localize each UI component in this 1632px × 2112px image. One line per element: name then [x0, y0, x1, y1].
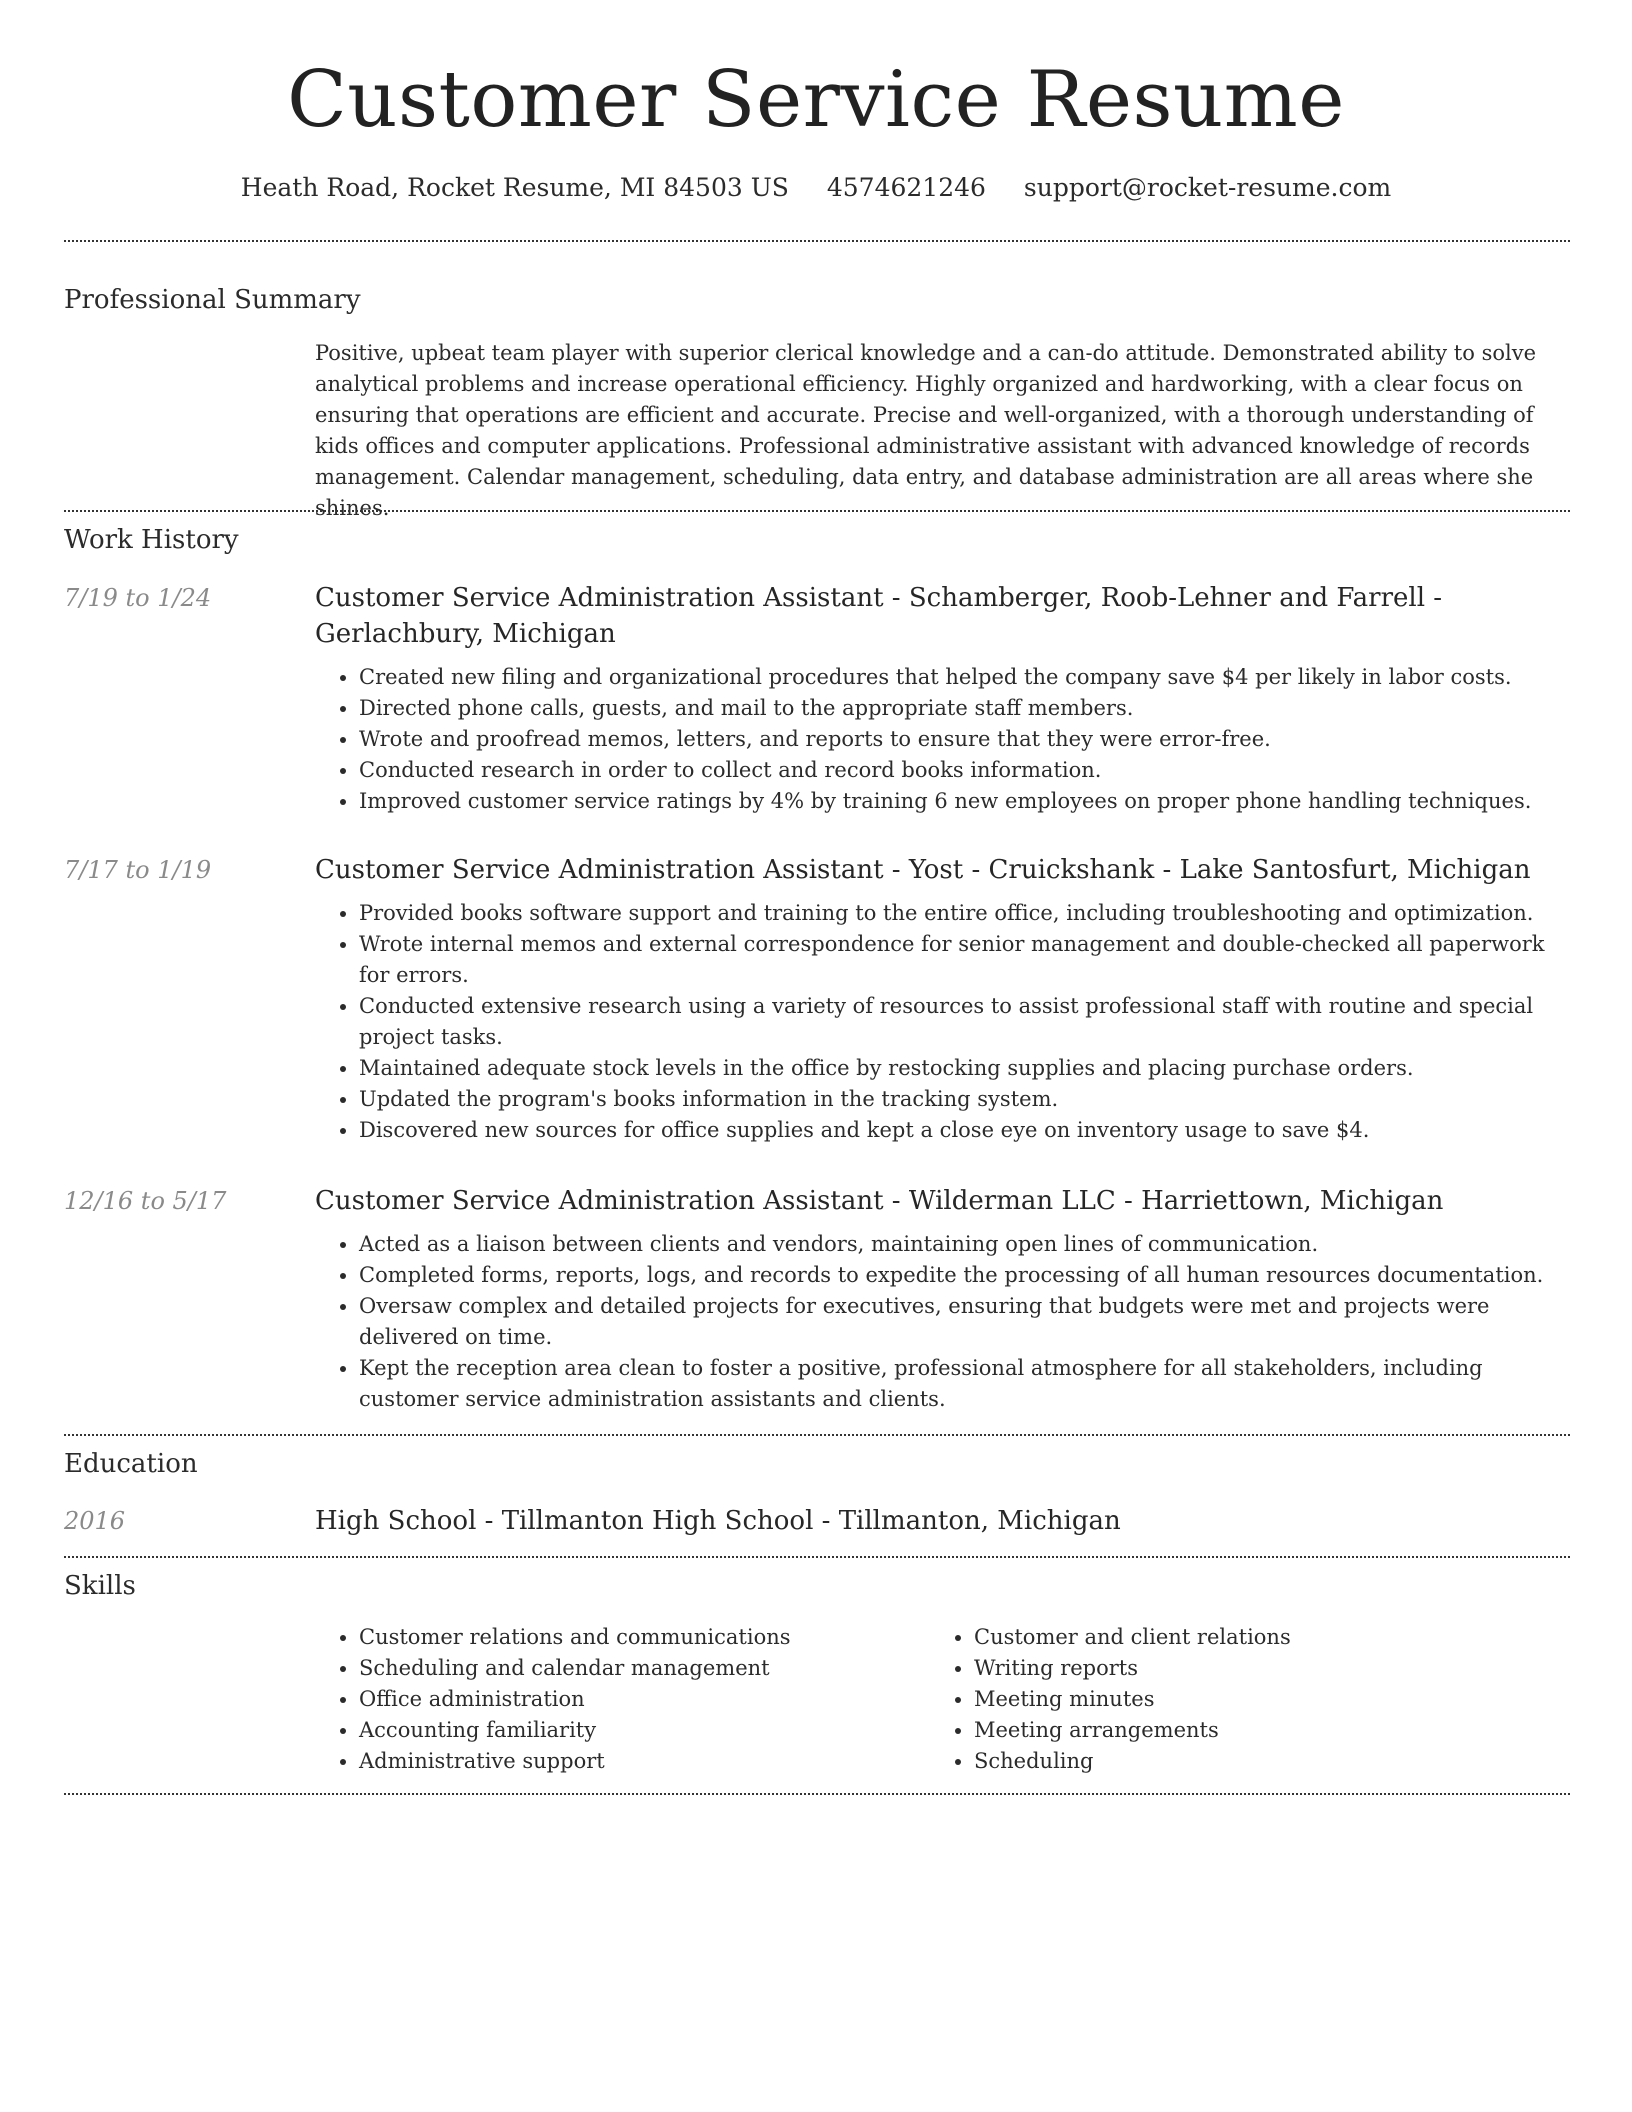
contact-email: support@rocket-resume.com: [1023, 173, 1392, 202]
skill-item: • Meeting arrangements: [974, 1715, 1550, 1746]
contact-phone: 4574621246: [826, 173, 986, 202]
list-item: • Maintained adequate stock levels in the office by restocking supplies and placing purchase orders.: [359, 1053, 1570, 1084]
job-entry: [315, 852, 1570, 1146]
contact-line: [0, 170, 1632, 206]
job-title: Customer Service Administration Assistant - Wilderman LLC - Harriettown, Michigan: [315, 1186, 1444, 1216]
skill-item: • Accounting familiarity: [359, 1715, 930, 1746]
job-dates: 7/19 to 1/24: [64, 584, 212, 612]
job-title: Customer Service Administration Assistant - Yost - Cruickshank - Lake Santosfurt, Michigan: [315, 855, 1531, 885]
skill-item: • Scheduling and calendar management: [359, 1653, 930, 1684]
list-item: • Provided books software support and training to the entire office, including troubleshooting and optimization.: [359, 898, 1570, 929]
contact-address: Heath Road, Rocket Resume, MI 84503 US: [240, 173, 789, 202]
job-entry: [315, 1183, 1570, 1415]
job-dates: 7/17 to 1/19: [64, 856, 212, 884]
skill-item: • Writing reports: [974, 1653, 1550, 1684]
job-bullets: [315, 898, 1570, 1146]
list-item: • Oversaw complex and detailed projects for executives, ensuring that budgets were met and projects were delivered on time.: [359, 1291, 1570, 1353]
list-item: • Directed phone calls, guests, and mail to the appropriate staff members.: [359, 693, 1570, 724]
page-title: Customer Service Resume: [287, 55, 1345, 145]
divider: [64, 1793, 1570, 1795]
skills-column-left: [315, 1622, 930, 1777]
skill-item: • Customer and client relations: [974, 1622, 1550, 1653]
divider: [64, 1556, 1570, 1558]
section-title-summary: Professional Summary: [64, 285, 361, 315]
skills-column-right: [930, 1622, 1550, 1777]
skill-item: • Scheduling: [974, 1746, 1550, 1777]
summary-text: [315, 338, 1570, 524]
list-item: • Updated the program's books information in the tracking system.: [359, 1084, 1570, 1115]
divider: [64, 1434, 1570, 1436]
job-dates: 12/16 to 5/17: [64, 1187, 227, 1215]
job-entry: [315, 580, 1570, 817]
education-entry: High School - Tillmanton High School - Tillmanton, Michigan: [315, 1506, 1121, 1536]
job-bullets: [315, 1229, 1570, 1415]
skills-list: [315, 1622, 1570, 1777]
list-item: • Improved customer service ratings by 4% by training 6 new employees on proper phone handling techniques.: [359, 786, 1570, 817]
skill-item: • Customer relations and communications: [359, 1622, 930, 1653]
section-title-skills: Skills: [64, 1571, 136, 1601]
divider: [64, 510, 1570, 512]
list-item: • Wrote internal memos and external correspondence for senior management and double-checked all paperwork for errors.: [359, 929, 1570, 991]
section-title-work: Work History: [64, 525, 239, 555]
list-item: • Acted as a liaison between clients and vendors, maintaining open lines of communication.: [359, 1229, 1570, 1260]
list-item: • Wrote and proofread memos, letters, and reports to ensure that they were error-free.: [359, 724, 1570, 755]
education-year: 2016: [64, 1507, 126, 1535]
list-item: • Discovered new sources for office supplies and kept a close eye on inventory usage to save $4.: [359, 1115, 1570, 1146]
skill-item: • Administrative support: [359, 1746, 930, 1777]
divider: [64, 240, 1570, 242]
summary-paragraph: Positive, upbeat team player with superior clerical knowledge and a can-do attitude. Demonstrated ability to solve analytical problems and increase operational efficiency. Highly organized and hardworking, with a clear focus on ensuring that operations are efficient and accurate. Precise and well-organized, with a thorough understanding of kids offices and computer applications. Professional administrative assistant with advanced knowledge of records management. Calendar management, scheduling, data entry, and database administration are all areas where she shines.: [315, 341, 1536, 520]
section-title-education: Education: [64, 1449, 198, 1479]
list-item: • Conducted research in order to collect and record books information.: [359, 755, 1570, 786]
job-bullets: [315, 662, 1570, 817]
list-item: • Kept the reception area clean to foster a positive, professional atmosphere for all stakeholders, including customer service administration assistants and clients.: [359, 1353, 1570, 1415]
skill-item: • Office administration: [359, 1684, 930, 1715]
list-item: • Created new filing and organizational procedures that helped the company save $4 per likely in labor costs.: [359, 662, 1570, 693]
job-title: Customer Service Administration Assistant - Schamberger, Roob-Lehner and Farrell - Gerlachbury, Michigan: [315, 583, 1443, 649]
list-item: • Conducted extensive research using a variety of resources to assist professional staff with routine and special project tasks.: [359, 991, 1570, 1053]
list-item: • Completed forms, reports, logs, and records to expedite the processing of all human resources documentation.: [359, 1260, 1570, 1291]
skill-item: • Meeting minutes: [974, 1684, 1550, 1715]
